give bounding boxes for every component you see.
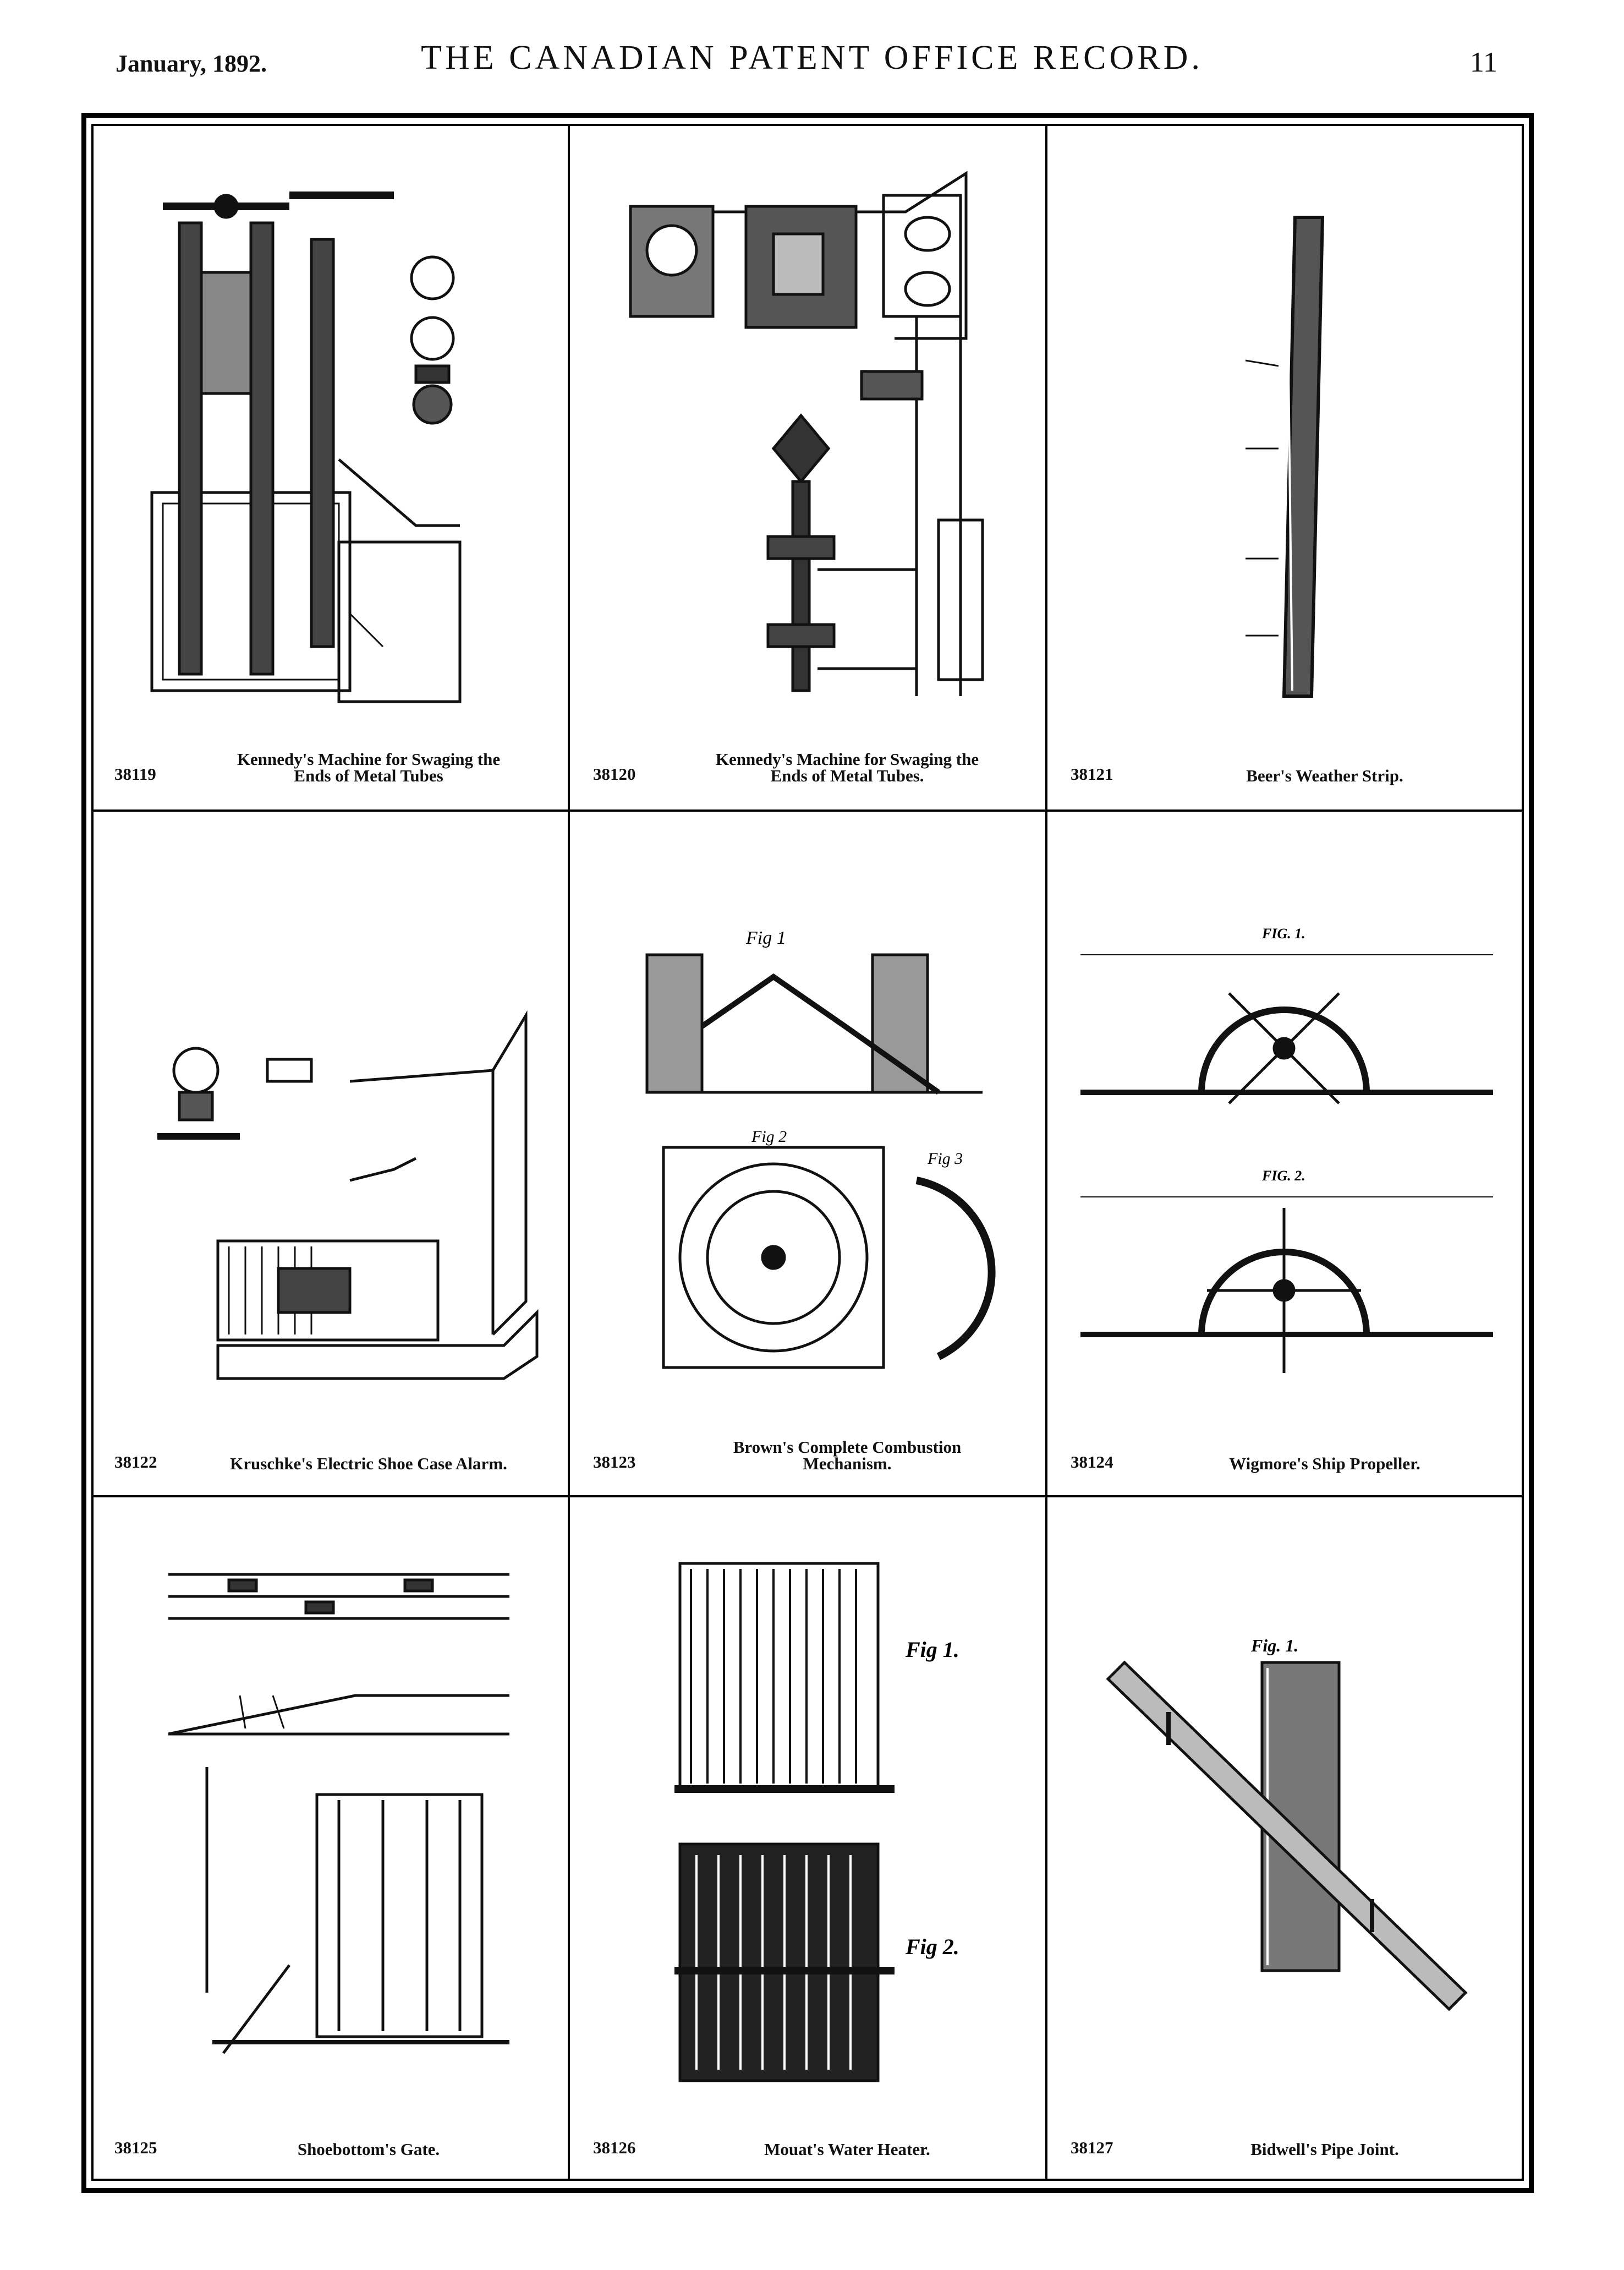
patent-number: 38122	[114, 1452, 157, 1472]
patent-cell	[91, 124, 569, 809]
patent-title: Shoebottom's Gate.	[297, 2140, 440, 2159]
patent-caption	[586, 2114, 1031, 2163]
patent-title: Mouat's Water Heater.	[764, 2140, 930, 2159]
page-header	[0, 39, 1624, 105]
patent-title: Brown's Complete Combustion Mechanism.	[733, 1437, 962, 1473]
figure-label: Fig. 1.	[1251, 1636, 1299, 1655]
patent-caption	[1064, 2114, 1508, 2163]
patent-cell	[91, 1497, 569, 2183]
patent-number: 38119	[114, 764, 156, 784]
patent-title: Bidwell's Pipe Joint.	[1250, 2140, 1399, 2159]
patent-number: 38126	[593, 2138, 636, 2157]
pipe-joint-figure	[1064, 1514, 1508, 2097]
figure-label: Fig 2.	[906, 1934, 959, 1959]
patent-title: Kruschke's Electric Shoe Case Alarm.	[230, 1454, 507, 1473]
patent-number: 38121	[1071, 764, 1113, 784]
ship-propeller-figure	[1064, 828, 1508, 1412]
water-heater-figure	[586, 1514, 1031, 2097]
patent-caption	[586, 1428, 1031, 1478]
patent-number: 38125	[114, 2138, 157, 2157]
shoe-case-alarm-figure	[108, 828, 552, 1412]
patent-caption	[1064, 1428, 1508, 1478]
figure-label: Fig 1.	[906, 1637, 959, 1662]
patent-cell	[91, 812, 569, 1497]
patent-number: 38127	[1071, 2138, 1113, 2157]
patent-title: Kennedy's Machine for Swaging the Ends of Metal Tubes	[237, 750, 501, 785]
patent-number: 38124	[1071, 1452, 1113, 1472]
patent-cell	[1047, 1497, 1525, 2183]
figure-label: Fig 2	[751, 1128, 787, 1146]
figure-label: FIG. 1.	[1262, 926, 1305, 942]
patent-caption	[108, 740, 552, 790]
patent-cell	[1047, 812, 1525, 1497]
issue-date: January, 1892.	[116, 50, 267, 77]
patent-caption	[586, 740, 1031, 790]
patent-cell	[570, 812, 1047, 1497]
patent-number: 38123	[593, 1452, 636, 1472]
figure-label: FIG. 2.	[1262, 1168, 1305, 1184]
patent-cell	[1047, 124, 1525, 809]
swaging-machine-detail-figure	[586, 140, 1031, 724]
patent-title: Kennedy's Machine for Swaging the Ends of Metal Tubes.	[715, 750, 979, 785]
figure-label: Fig 1	[746, 928, 786, 948]
figure-label: Fig 3	[928, 1150, 963, 1168]
gate-figure	[108, 1514, 552, 2097]
patent-cell	[570, 1497, 1047, 2183]
patent-title: Wigmore's Ship Propeller.	[1229, 1454, 1420, 1473]
swaging-machine-figure	[108, 140, 552, 724]
patent-caption	[108, 1428, 552, 1478]
publication-title: THE CANADIAN PATENT OFFICE RECORD.	[421, 39, 1203, 76]
page-number: 11	[1469, 47, 1497, 78]
weather-strip-figure	[1064, 140, 1508, 724]
patent-caption	[108, 2114, 552, 2163]
patent-caption	[1064, 740, 1508, 790]
patent-cell	[570, 124, 1047, 809]
patent-title: Beer's Weather Strip.	[1246, 766, 1403, 785]
combustion-mechanism-figure	[586, 828, 1031, 1412]
patent-number: 38120	[593, 764, 636, 784]
